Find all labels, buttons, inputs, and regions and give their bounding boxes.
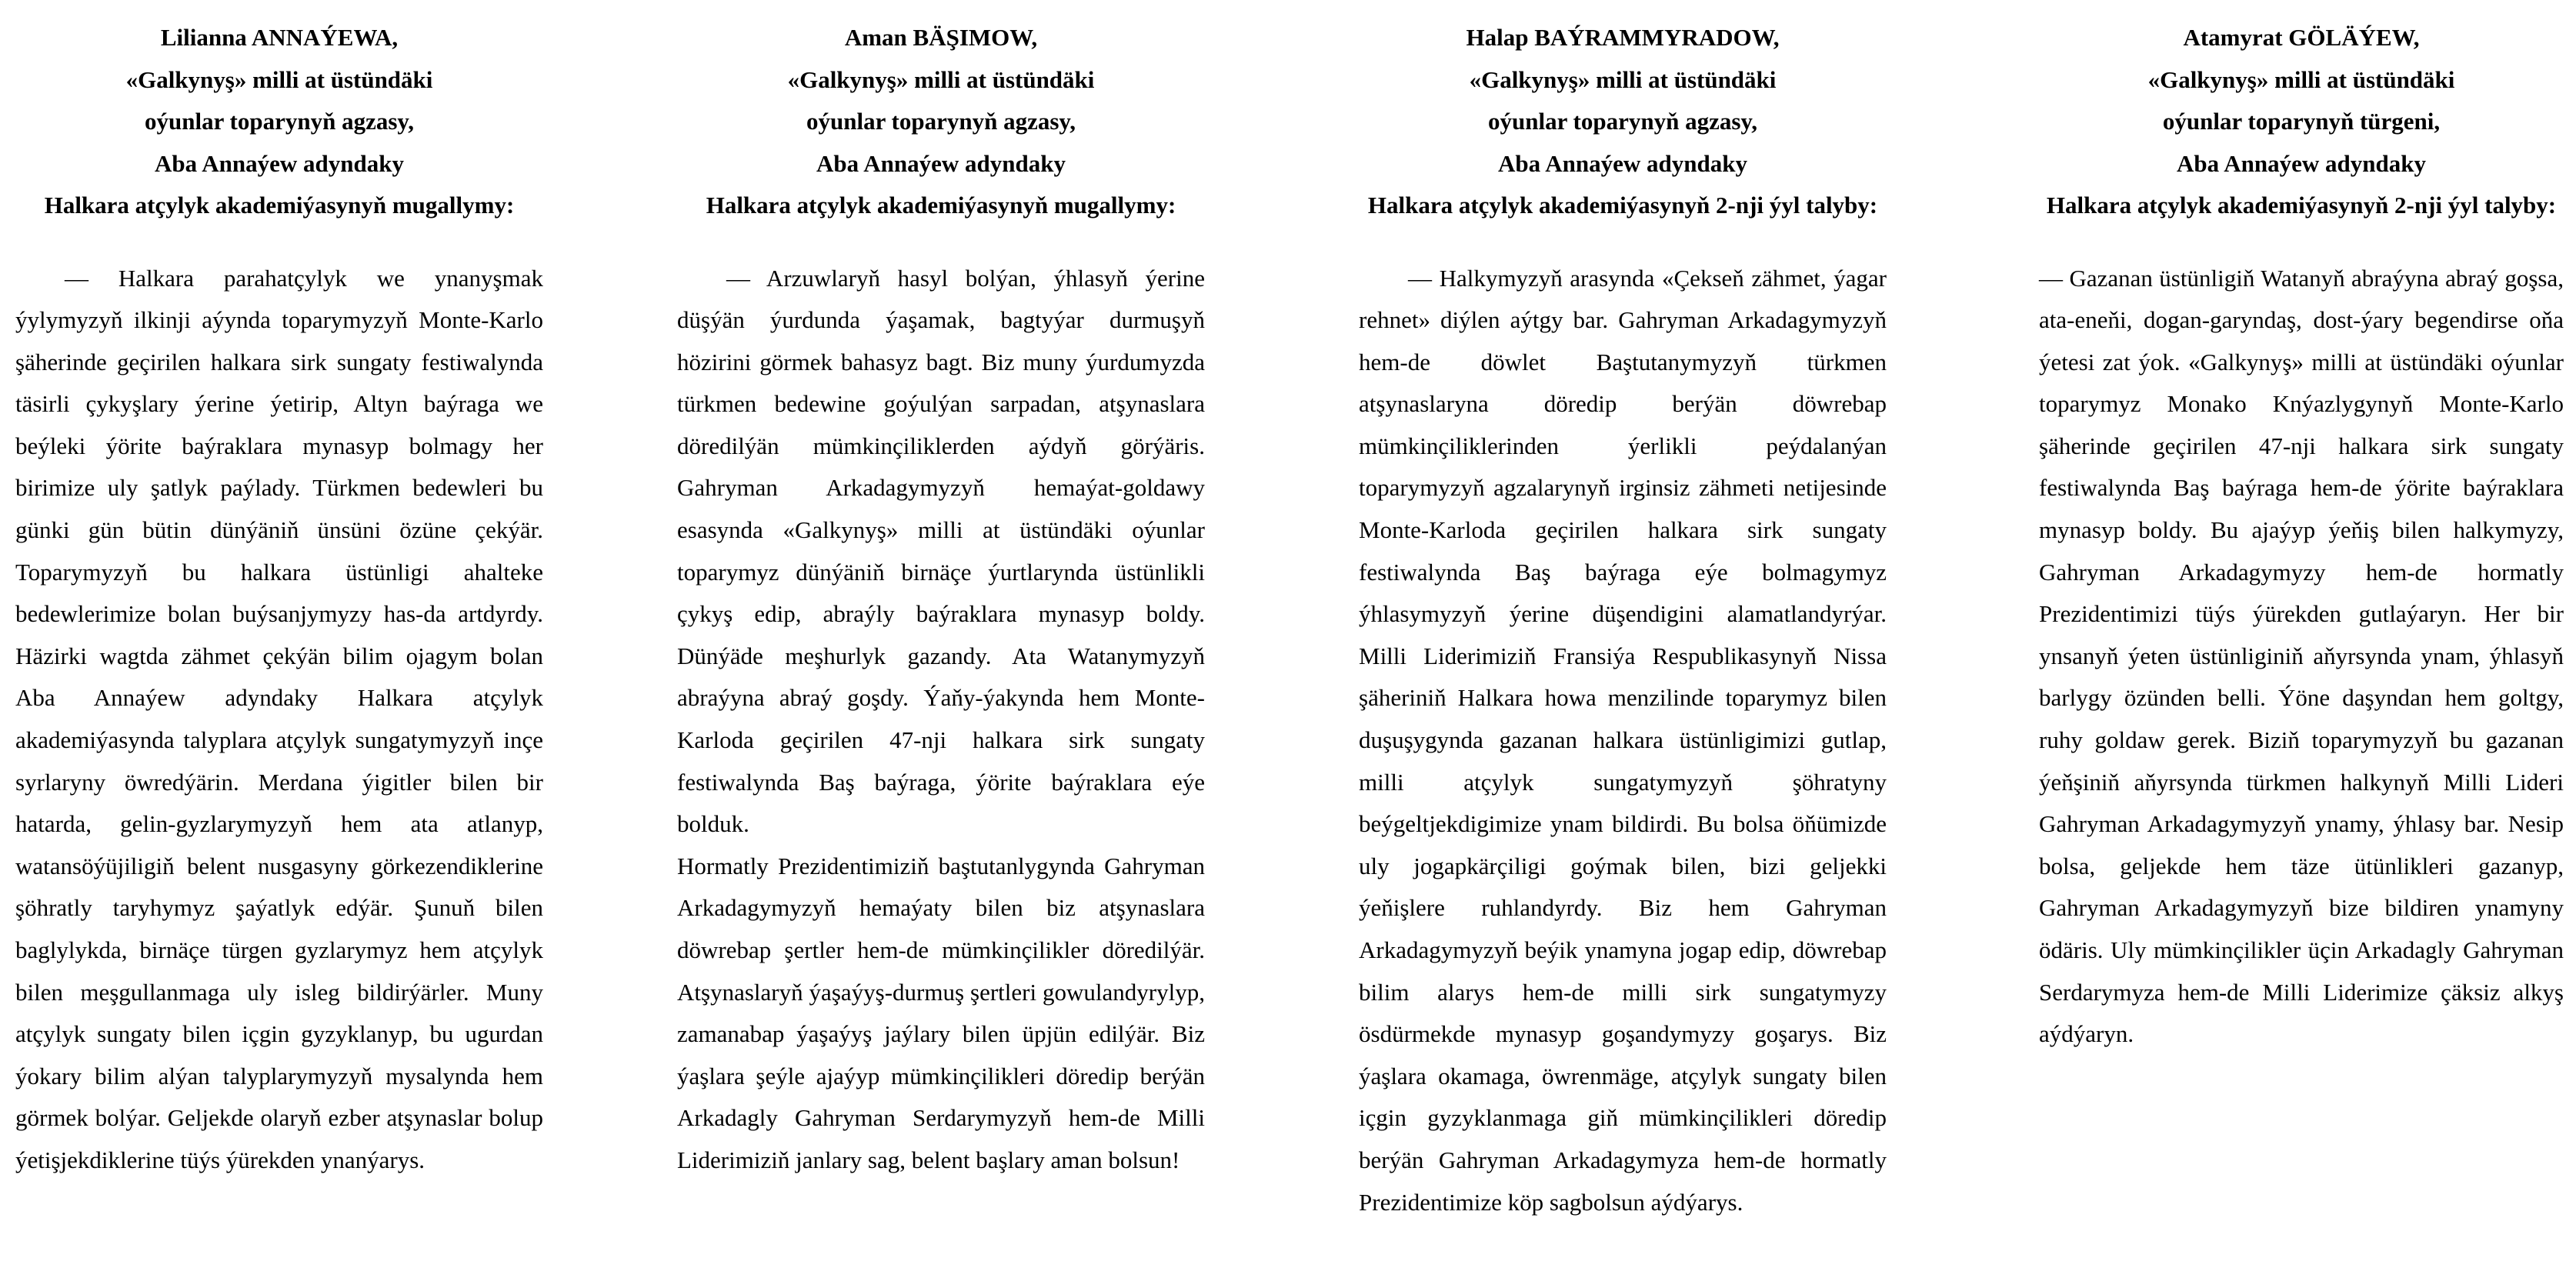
body-paragraph: — Halkymyzyň arasynda «Çekseň zähmet, ýagar rehnet» diýlen aýtgy bar. Gahryman Arkadagymyzyň hem-de döwlet Baştutanymyzyň türkmen atşynaslaryna döredip berýän döwrebap mümkinçiliklerinden ýerlikli peýdalanýan toparymyzyň agzalarynyň irginsiz zähmeti netijesinde Monte-Karloda geçirilen halkara sirk sungaty festiwalynda Baş baýraga eýe bolmagymyz ýhlasymyzyň ýerine düşendigini alamatlandyrýar. Milli Liderimiziň Fransiýa Respublikasynyň Nissa şäheriniň Halkara howa menzilinde toparymyz bilen duşuşygynda gazanan halkara üstünligimizi gutlap, milli atçylyk sungatymyzyň şöhratyny beýgeltjekdigimize ynam bildirdi. Bu bolsa öňümizde uly jogapkärçiligi goýmak bilen, bizi geljekki ýeňişlere ruhlandyrdy. Biz hem Gahryman Arkadagymyzyň beýik ynamyna jogap edip, döwrebap bilim alarys hem-de milli sirk sungatymyzy ösdürmekde mynasyp goşandymyzy goşarys. Biz ýaşlara okamaga, öwrenmäge, atçylyk sungaty bilen içgin gyzyklanmaga giň mümkinçilikleri döredip berýän Gahryman Arkadagymyza hem-de hormatly Prezidentimize köp sagbolsun aýdýarys. [1359,264,1887,1216]
author-role-line: «Galkynyş» milli at üstündäki [125,65,433,93]
author-role-line: Halkara atçylyk akademiýasynyň 2-nji ýyl talyby: [1367,192,1878,219]
column-header [6,17,552,227]
body-paragraph: — Arzuwlaryň hasyl bolýan, ýhlasyň ýerine düşýän ýurdunda ýaşamak, bagtyýar durmuşyň hözirini görmek bahasyz bagt. Biz muny ýurdumyzda türkmen bedewine goýulýan sarpadan, atşynaslara döredilýän mümkinçiliklerden aýdyň görýäris. Gahryman Arkadagymyzyň hemaýat-goldawy esasynda «Galkynyş» milli at üstündäki oýunlar toparymyz dünýäniň birnäçe ýurtlarynda üstünlikli çykyş edip, abraýly baýraklara mynasyp boldy. Dünýäde meşhurlyk gazandy. Ata Watanymyzyň abraýyna abraý goşdy. Ýaňy-ýakynda hem Monte-Karloda geçirilen 47-nji halkara sirk sungaty festiwalynda Baş baýraga, ýörite baýraklara eýe bolduk. [677,264,1205,838]
author-role-line: «Galkynyş» milli at üstündäki [787,65,1095,93]
author-role-line: Aba Annaýew adyndaky [155,149,404,177]
column-header [2031,17,2571,227]
interview-column-1 [15,17,543,1182]
author-role-line: oýunlar toparynyň türgeni, [2162,108,2441,135]
column-body [677,258,1205,1182]
author-role-line: oýunlar toparynyň agzasy, [806,108,1076,135]
body-paragraph: Hormatly Prezidentimiziň baştutanlygynda Gahryman Arkadagymyzyň hemaýaty bilen biz atşynaslara döwrebap şertler hem-de mümkinçilikler döredilýär. Atşynaslaryň ýaşaýyş-durmuş şertleri gowulandyrylyp, zamanabap ýaşaýyş jaýlary bilen üpjün edilýär. Biz ýaşlara şeýle ajaýyp mümkinçilikleri döredip berýän Arkadagly Gahryman Serdarymyzyň hem-de Milli Liderimiziň janlary sag, belent başlary aman bolsun! [677,852,1205,1173]
interview-column-2 [677,17,1205,1182]
column-header [1350,17,1896,227]
author-role-line: oýunlar toparynyň agzasy, [1488,108,1757,135]
author-name: Aman BÄŞIMOW, [844,24,1038,51]
column-body [1359,258,1887,1224]
interview-column-3 [1359,17,1887,1223]
author-role-line: «Galkynyş» milli at üstündäki [2147,65,2455,93]
author-role-line: Halkara atçylyk akademiýasynyň 2-nji ýyl talyby: [2046,192,2557,219]
author-name: Atamyrat GÖLÄÝEW, [2183,24,2420,51]
body-paragraph: — Halkara parahatçylyk we ynanyşmak ýylymyzyň ilkinji aýynda toparymyzyň Monte-Karlo şäherinde geçirilen halkara sirk sungaty festiwalynda täsirli çykyşlary ýerine ýetirip, Altyn baýraga we beýleki ýörite baýraklara mynasyp bolmagy her birimize uly şatlyk paýlady. Türkmen bedewleri bu günki gün bütin dünýäniň ünsüni özüne çekýär. Toparymyzyň bu halkara üstünligi ahalteke bedewlerimize bolan buýsanjymyzy has-da artdyrdy. Häzirki wagtda zähmet çekýän bilim ojagym bolan Aba Annaýew adyndaky Halkara atçylyk akademiýasynda talyplara atçylyk sungatymyzyň inçe syrlaryny öwredýärin. Merdana ýigitler bilen bir hatarda, gelin-gyzlarymyzyň hem ata atlanyp, watansöýüjiligiň belent nusgasyny görkezendiklerine şöhratly taryhymyz şaýatlyk edýär. Şunuň bilen baglylykda, birnäçe türgen gyzlarymyz hem atçylyk bilen meşgullanmaga uly isleg bildirýärler. Muny atçylyk sungaty bilen içgin gyzyklanyp, bu ugurdan ýokary bilim alýan talyplarymyzyň mysalynda hem görmek bolýar. Geljekde olaryň ezber atşynaslar bolup ýetişjekdiklerine tüýs ýürekden ynanýarys. [15,264,543,1173]
body-paragraph: — Gazanan üstünligiň Watanyň abraýyna abraý goşsa, ata-eneňi, dogan-garyndaş, dost-ýary begendirse oňa ýetesi zat ýok. «Galkynyş» milli at üstündäki oýunlar toparymyz Monako Knýazlygynyň Monte-Karlo şäherinde geçirilen 47-nji halkara sirk sungaty festiwalynda Baş baýraga hem-de ýörite baýraklara mynasyp boldy. Bu ajaýyp ýeňiş bilen halkymyzy, Gahryman Arkadagymyzy hem-de hormatly Prezidentimizi tüýs ýürekden gutlaýaryn. Her bir ynsanyň ýeten üstünliginiň aňyrsynda ynam, ýhlasyň barlygy özünden belli. Ýöne daşyndan hem goltgy, ruhy goldaw gerek. Biziň toparymyzyň bu gazanan ýeňşiniň aňyrsynda türkmen halkynyň Milli Lideri Gahryman Arkadagymyzyň ynamy, ýhlasy bar. Nesip bolsa, geljekde hem täze ütünlikleri gazanyp, Gahryman Arkadagymyzyň bize bildiren ynamyny ödäris. Uly mümkinçilikler üçin Arkadagly Gahryman Serdarymyza hem-de Milli Liderimize çäksiz alkyş aýdýaryn. [2039,264,2564,1048]
interview-column-4 [2039,17,2564,1056]
author-role-line: Halkara atçylyk akademiýasynyň mugallymy: [706,192,1176,219]
column-body [2039,258,2564,1056]
author-name: Lilianna ANNAÝEWA, [160,24,399,51]
column-header [668,17,1214,227]
author-name: Halap BAÝRAMMYRADOW, [1466,24,1780,51]
author-role-line: Aba Annaýew adyndaky [2177,149,2426,177]
author-role-line: Halkara atçylyk akademiýasynyň mugallymy: [44,192,515,219]
author-role-line: «Galkynyş» milli at üstündäki [1469,65,1777,93]
author-role-line: Aba Annaýew adyndaky [1498,149,1747,177]
author-role-line: Aba Annaýew adyndaky [816,149,1066,177]
column-body [15,258,543,1182]
author-role-line: oýunlar toparynyň agzasy, [145,108,414,135]
